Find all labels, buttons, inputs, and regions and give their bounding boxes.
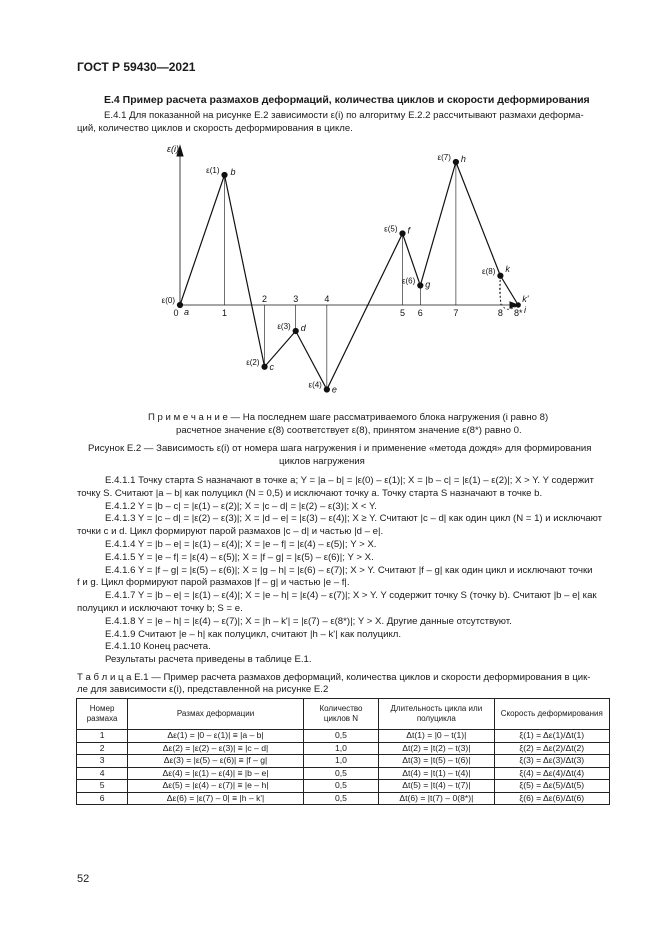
point-label: k bbox=[505, 263, 510, 274]
table-cell: 2 bbox=[77, 742, 128, 755]
table-cell: ξ(5) = Δε(5)/Δt(5) bbox=[494, 780, 609, 793]
strain-figure bbox=[150, 140, 529, 405]
step-line: E.4.1.6 Y = |f – g| = |ε(5) – ε(6)|; X = |g – h| = |ε(6) – ε(7)|; X > Y. Считают |f – g| как один цикл и исключают точки bbox=[105, 564, 593, 576]
data-point bbox=[498, 273, 503, 278]
step-label: 7 bbox=[453, 308, 459, 318]
table-row bbox=[77, 792, 610, 805]
table-cell: Δε(6) = |ε(7) – 0| ≡ |h – k'| bbox=[128, 792, 304, 805]
step-label: 8* bbox=[513, 308, 523, 318]
section-title: E.4 Пример расчета размахов деформаций, количества циклов и скорости деформирования bbox=[104, 94, 590, 106]
results-table bbox=[76, 698, 610, 805]
table-title-line-2: ле для зависимости ε(i), представленной на рисунке E.2 bbox=[77, 684, 329, 695]
figure-caption-line-1: Рисунок E.2 — Зависимость ε(i) от номера шага нагружения i и применение «метода дождя» для формирования bbox=[88, 443, 592, 454]
table-header-cell: Номер размаха bbox=[77, 699, 128, 730]
data-point bbox=[324, 387, 329, 392]
document-header: ГОСТ Р 59430—2021 bbox=[77, 60, 196, 74]
strain-label: ε(7) bbox=[437, 153, 451, 162]
table-cell: 0,5 bbox=[303, 792, 378, 805]
table-cell: 0,5 bbox=[303, 767, 378, 780]
data-point bbox=[418, 283, 423, 288]
table-row bbox=[77, 742, 610, 755]
data-point bbox=[177, 302, 182, 307]
table-row bbox=[77, 755, 610, 768]
point-label: f bbox=[407, 225, 411, 236]
strain-segment-k-kprime bbox=[500, 276, 518, 305]
data-point bbox=[453, 159, 458, 164]
table-header-cell: Количество циклов N bbox=[303, 699, 378, 730]
step-label: 4 bbox=[324, 294, 330, 304]
strain-label: ε(4) bbox=[308, 380, 322, 390]
table-cell: 5 bbox=[77, 780, 128, 793]
step-label: 6 bbox=[417, 308, 423, 318]
table-cell: ξ(4) = Δε(4)/Δt(4) bbox=[494, 767, 609, 780]
table-cell: Δt(5) = |t(4) – t(7)| bbox=[379, 780, 494, 793]
step-line: полуцикл и исключают точку b; S = e. bbox=[77, 602, 243, 614]
step-label: 1 bbox=[221, 308, 228, 318]
table-cell: 0,5 bbox=[303, 730, 378, 743]
point-label: g bbox=[425, 279, 431, 290]
table-cell: 1 bbox=[77, 730, 128, 743]
table-row bbox=[77, 730, 610, 743]
table-cell: Δt(4) = |t(1) – t(4)| bbox=[379, 767, 494, 780]
step-line: точку S. Считают |a – b| как полуцикл (N = 0,5) и исключают точку a. Точку старта S назначают в точке b. bbox=[77, 487, 543, 499]
table-cell: 3 bbox=[77, 755, 128, 768]
table-cell: Δt(3) = |t(5) – t(6)| bbox=[379, 755, 494, 768]
strain-label: ε(2) bbox=[246, 357, 260, 367]
table-cell: ξ(1) = Δε(1)/Δt(1) bbox=[494, 730, 609, 743]
strain-label: ε(1) bbox=[206, 166, 220, 175]
data-point bbox=[400, 231, 405, 236]
table-cell: ξ(3) = Δε(3)/Δt(3) bbox=[494, 755, 609, 768]
step-label: 2 bbox=[262, 294, 268, 304]
step-line: точки c и d. Цикл формируют парой размахов |c – d| и частью |d – e|. bbox=[77, 526, 384, 538]
y-axis-label: ε(i) bbox=[167, 144, 179, 154]
point-label: k' bbox=[522, 294, 529, 304]
point-label: b bbox=[230, 167, 236, 177]
note-line-2: расчетное значение ε(8) соответствует ε(8), принятом значение ε(8*) равно 0. bbox=[176, 425, 522, 436]
strain-label: ε(3) bbox=[277, 322, 291, 331]
step-line: E.4.1.4 Y = |b – e| = |ε(1) – ε(4)|; X = |e – f| = |ε(4) – ε(5)|; Y > X. bbox=[105, 538, 377, 550]
data-point bbox=[262, 364, 267, 369]
strain-series-line bbox=[180, 162, 500, 390]
table-cell: Δε(5) = |ε(4) – ε(7)| ≡ |e – h| bbox=[128, 780, 304, 793]
table-row bbox=[77, 780, 610, 793]
table-cell: Δt(1) = |0 – t(1)| bbox=[379, 730, 494, 743]
data-point bbox=[293, 328, 298, 333]
step-label: 0 bbox=[173, 308, 179, 318]
table-cell: Δt(6) = |t(7) – 0(8*)| bbox=[379, 792, 494, 805]
intro-line-2: ций, количество циклов и скорость деформирования в цикле. bbox=[77, 123, 353, 134]
step-line: f и g. Цикл формируют парой размахов |f – g| и частью |e – f|. bbox=[77, 577, 350, 589]
step-line: E.4.1.10 Конец расчета. bbox=[105, 641, 211, 653]
table-header-cell: Размах деформации bbox=[128, 699, 304, 730]
step-line: Результаты расчета приведены в таблице E.1. bbox=[105, 654, 312, 666]
table-cell: 1,0 bbox=[303, 755, 378, 768]
table-title-line-1: Т а б л и ц а E.1 — Пример расчета размахов деформаций, количества циклов и скорости деформирования в цик- bbox=[77, 672, 591, 683]
figure-caption-line-2: циклов нагружения bbox=[279, 456, 365, 467]
point-label: e bbox=[331, 384, 337, 395]
table-header-row bbox=[77, 699, 610, 730]
table-row bbox=[77, 767, 610, 780]
step-line: E.4.1.5 Y = |e – f| = |ε(4) – ε(5)|; X = |f – g| = |ε(5) – ε(6)|; Y > X. bbox=[105, 551, 374, 563]
table-header-cell: Длительность цикла или полуцикла bbox=[379, 699, 494, 730]
step-line: E.4.1.9 Считают |e – h| как полуцикл, считают |h – k'| как полуцикл. bbox=[105, 628, 402, 640]
table-cell: ξ(6) = Δε(6)/Δt(6) bbox=[494, 792, 609, 805]
intro-line-1: E.4.1 Для показанной на рисунке E.2 зависимости ε(i) по алгоритму E.2.2 рассчитывают размахи деформа- bbox=[104, 110, 584, 121]
table-cell: Δε(3) = |ε(5) – ε(6)| ≡ |f – g| bbox=[128, 755, 304, 768]
table-cell: ξ(2) = Δε(2)/Δt(2) bbox=[494, 742, 609, 755]
point-label: d bbox=[300, 323, 306, 333]
point-label: h bbox=[460, 154, 466, 164]
step-label: 3 bbox=[293, 294, 299, 304]
strain-label: ε(8) bbox=[482, 266, 496, 276]
strain-label: ε(0) bbox=[161, 296, 175, 305]
strain-label: ε(6) bbox=[401, 276, 416, 286]
table-cell: 0,5 bbox=[303, 780, 378, 793]
table-cell: 4 bbox=[77, 767, 128, 780]
table-cell: 6 bbox=[77, 792, 128, 805]
calculation-steps bbox=[77, 475, 617, 667]
step-line: E.4.1.8 Y = |e – h| = |ε(4) – ε(7)|; X = |h – k'| = |ε(7) – ε(8*)|; Y > X. Другие данные отсутствуют. bbox=[105, 615, 512, 627]
step-line: E.4.1.3 Y = |c – d| = |ε(2) – ε(3)|; X = |d – e| = |ε(3) – ε(4)|; X ≥ Y. Считают |c – d| как один цикл (N = 1) и исключают bbox=[105, 513, 603, 525]
note-line-1: П р и м е ч а н и е — На последнем шаге рассматриваемого блока нагружения (i равно 8) bbox=[148, 412, 549, 423]
point-label: a bbox=[184, 307, 190, 317]
table-cell: Δε(2) = |ε(2) – ε(3)| ≡ |c – d| bbox=[128, 742, 304, 755]
table-cell: 1,0 bbox=[303, 742, 378, 755]
step-line: E.4.1.2 Y = |b – c| = |ε(1) – ε(2)|; X = |c – d| = |ε(2) – ε(3)|; X < Y. bbox=[105, 500, 377, 512]
page-number: 52 bbox=[77, 873, 90, 885]
table-cell: Δε(1) = |0 – ε(1)| ≡ |a – b| bbox=[128, 730, 304, 743]
x-axis-label: i bbox=[524, 305, 526, 315]
data-point bbox=[516, 303, 520, 307]
table-cell: Δt(2) = |t(2) – t(3)| bbox=[379, 742, 494, 755]
table-cell: Δε(4) = |ε(1) – ε(4)| ≡ |b – e| bbox=[128, 767, 304, 780]
step-label: 8 bbox=[497, 308, 503, 318]
step-line: E.4.1.1 Точку старта S назначают в точке a; Y = |a – b| = |ε(0) – ε(1)|; X = |b – c| = |ε(1) – ε(2)|; X > Y. Y содержит bbox=[105, 475, 594, 486]
table-header-cell: Скорость деформирования bbox=[494, 699, 609, 730]
step-line: E.4.1.7 Y = |b – e| = |ε(1) – ε(4)|; X = |e – h| = |ε(4) – ε(7)|; X > Y. Y содержит точку S (точку b). Считают |b – e| как bbox=[105, 590, 597, 602]
data-point bbox=[222, 172, 227, 177]
strain-label: ε(5) bbox=[384, 224, 398, 234]
step-label: 5 bbox=[399, 308, 406, 318]
point-label: c bbox=[269, 361, 275, 372]
